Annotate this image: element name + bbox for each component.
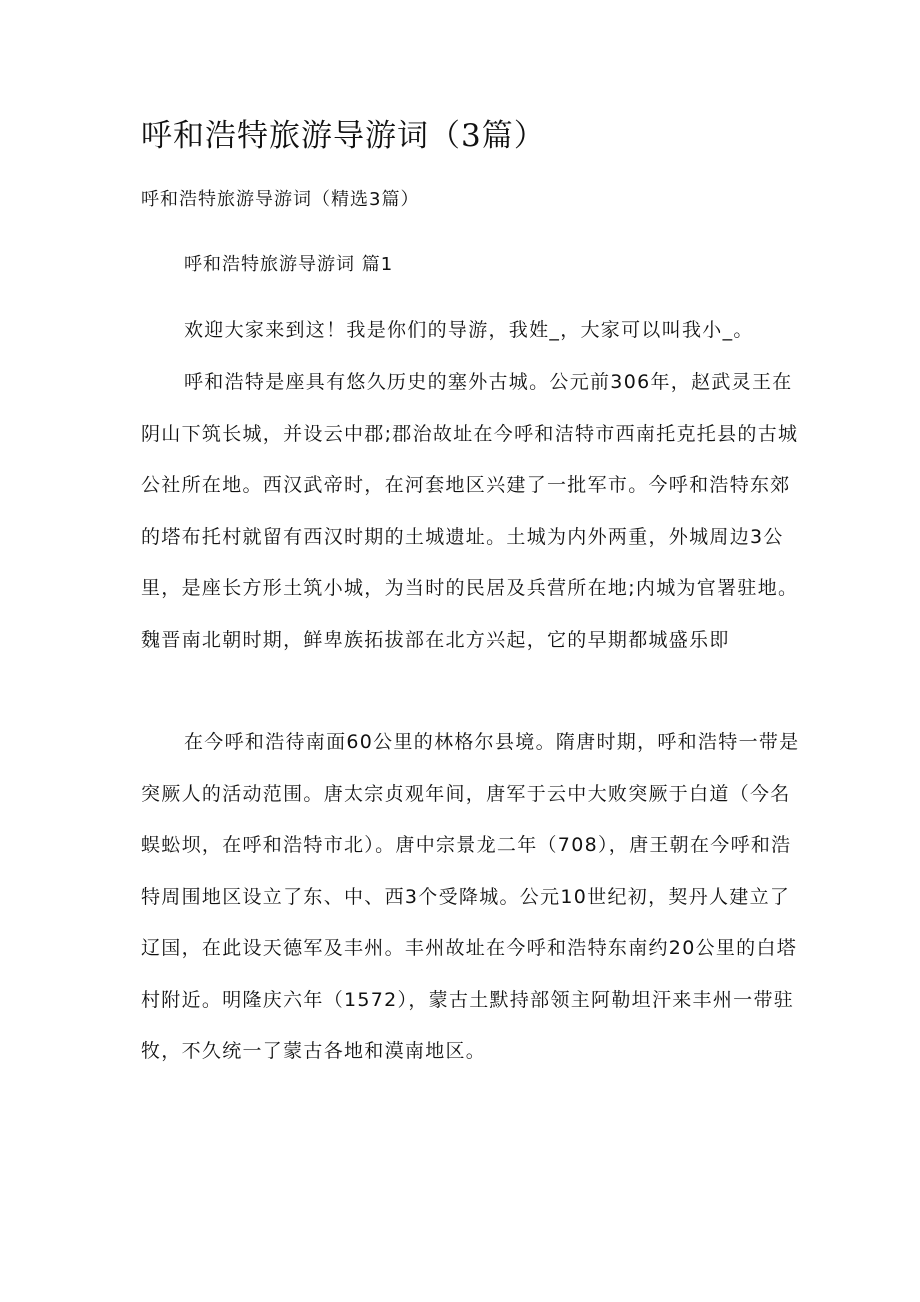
section-heading: 呼和浩特旅游导游词 篇1 [184,254,394,275]
paragraph-history: 呼和浩特是座具有悠久历史的塞外古城。公元前306年，赵武灵王在阴山下筑长城，并设云中郡;郡治故址在今呼和洁特市西南托克托县的古城公社所在地。西汉武帝时，在河套地区兴建了一批军市。今呼和浩特东郊的塔布托村就留有西汉时期的土城遗址。土城为内外两重，外城周边3公里，是座长方形土筑小城，为当时的民居及兵营所在地;内城为官署驻地。魏晋南北朝时期，鲜卑族拓拔部在北方兴起，它的早期都城盛乐即 [141,371,799,651]
document-subtitle: 呼和浩特旅游导游词（精选3篇） [141,189,420,210]
paragraph-welcome: 欢迎大家来到这！我是你们的导游，我姓_，大家可以叫我小_。 [184,319,754,341]
document-title: 呼和浩特旅游导游词（3篇） [141,118,546,154]
paragraph-sui-tang: 在今呼和浩待南面60公里的林格尔县境。隋唐时期，呼和浩特一带是突厥人的活动范围。唐太宗贞观年间，唐军于云中大败突厥于白道（今名蜈蚣坝，在呼和浩特市北）。唐中宗景龙二年（708），唐王朝在今呼和浩特周围地区设立了东、中、西3个受降城。公元10世纪初，契丹人建立了辽国，在此设天德军及丰州。丰州故址在今呼和浩特东南约20公里的白塔村附近。明隆庆六年（1572），蒙古土默持部领主阿勒坦汗来丰州一带驻牧，不久统一了蒙古各地和漠南地区。 [141,731,800,1062]
